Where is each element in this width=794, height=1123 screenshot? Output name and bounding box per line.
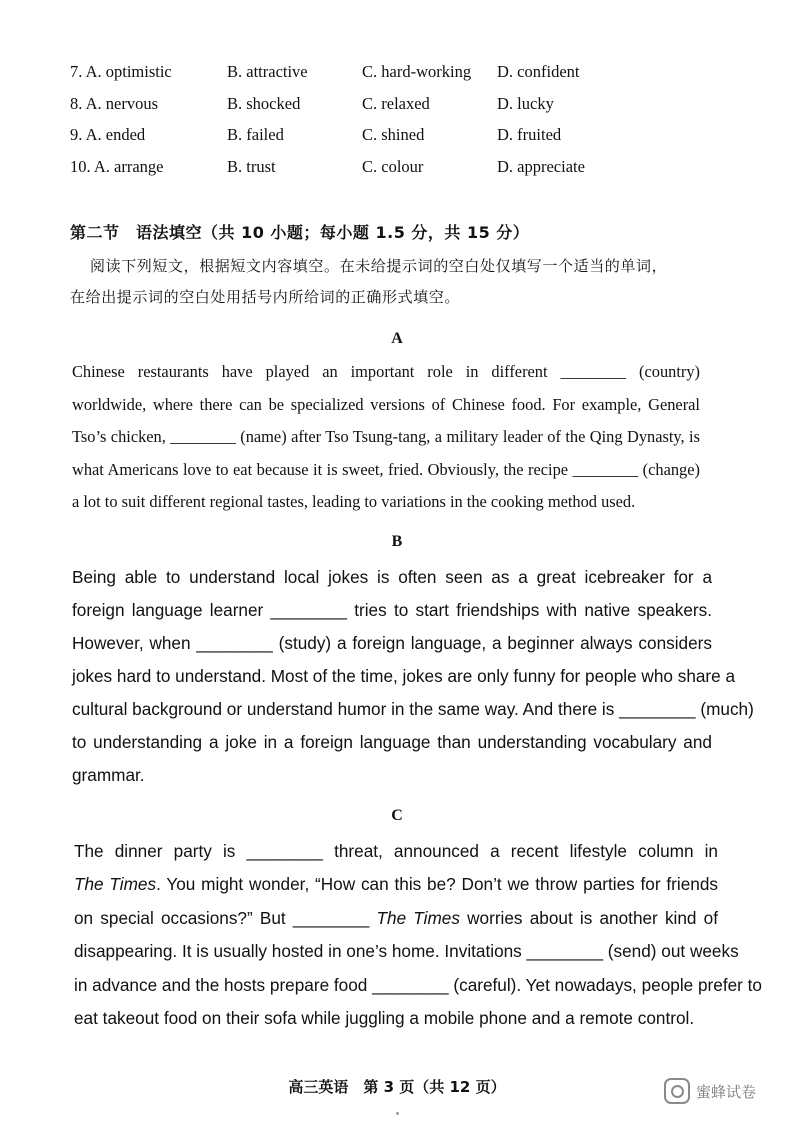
option-9a: 9. A. ended: [70, 125, 146, 144]
passage-c-line: in advance and the hosts prepare food ________ (careful). Yet nowadays, people prefer to: [74, 974, 762, 995]
passage-b-line: jokes hard to understand. Most of the time, jokes are only funny for people who share a: [72, 666, 736, 686]
passage-b: [72, 561, 754, 792]
passage-b-label: B: [391, 533, 403, 550]
search-logo-icon: [664, 1078, 690, 1104]
option-8c: C. relaxed: [362, 94, 430, 113]
passage-a-line: Chinese restaurants have played an important role in different ________ (country): [72, 362, 700, 381]
scan-dot: [396, 1112, 399, 1115]
section-title: 第二节 语法填空（共 10 小题；每小题 1.5 分，共 15 分）: [70, 223, 530, 242]
passage-b-line: However, when ________ (study) a foreign language, a beginner always considers: [72, 633, 712, 653]
option-7b: B. attractive: [227, 62, 308, 81]
watermark: [664, 1078, 756, 1104]
passage-a-line: worldwide, where there can be specialized versions of Chinese food. For example, General: [72, 394, 700, 414]
option-8b: B. shocked: [227, 94, 301, 113]
passage-c-line: on special occasions?” But ________ The Times worries about is another kind of: [74, 907, 719, 928]
newspaper-title: The Times: [376, 907, 460, 928]
option-8a: 8. A. nervous: [70, 94, 158, 113]
watermark-text: 蜜蜂试卷: [696, 1082, 757, 1101]
option-9c: C. shined: [362, 125, 425, 144]
option-10b: B. trust: [227, 157, 276, 176]
passage-b-line: foreign language learner ________ tries to start friendships with native speakers.: [72, 600, 712, 620]
passage-b-line: grammar.: [72, 765, 145, 785]
option-8d: D. lucky: [497, 94, 554, 113]
option-7c: C. hard-working: [362, 62, 472, 81]
passage-c-line: eat takeout food on their sofa while juggling a mobile phone and a remote control.: [74, 1008, 695, 1029]
passage-a-label: A: [391, 330, 403, 347]
passage-c: [74, 835, 762, 1035]
passage-a-line: Tso’s chicken, ________ (name) after Tso Tsung-tang, a military leader of the Qing Dynasty, is: [72, 427, 700, 446]
passage-b-line: cultural background or understand humor in the same way. And there is ________ (much): [72, 699, 754, 719]
passage-a-line: what Americans love to eat because it is sweet, fried. Obviously, the recipe ________ (change): [72, 459, 700, 479]
passage-c-line: The dinner party is ________ threat, announced a recent lifestyle column in: [74, 841, 718, 861]
passage-c-label: C: [391, 807, 403, 824]
option-10c: C. colour: [362, 157, 424, 176]
option-9d: D. fruited: [497, 125, 562, 144]
option-7d: D. confident: [497, 62, 580, 81]
option-7a: 7. A. optimistic: [70, 62, 172, 81]
passage-c-line: disappearing. It is usually hosted in one’s home. Invitations ________ (send) out weeks: [74, 941, 739, 962]
option-9b: B. failed: [227, 125, 284, 144]
newspaper-title: The Times: [74, 874, 157, 895]
instruction-line-2: 在给出提示词的空白处用括号内所给词的正确形式填空。: [70, 288, 461, 306]
passage-c-line: The Times. You might wonder, “How can this be? Don’t we throw parties for friends: [74, 874, 718, 895]
passage-b-line: to understanding a joke in a foreign language than understanding vocabulary and: [72, 732, 712, 752]
page-footer: 高三英语 第 3 页（共 12 页）: [288, 1078, 506, 1096]
option-10a: 10. A. arrange: [70, 157, 164, 176]
option-10d: D. appreciate: [497, 157, 585, 176]
passage-a-line: a lot to suit different regional tastes, leading to variations in the cooking method used.: [72, 492, 636, 511]
instruction-line-1: 阅读下列短文，根据短文内容填空。在未给提示词的空白处仅填写一个适当的单词，: [90, 257, 668, 275]
passage-b-line: Being able to understand local jokes is often seen as a great icebreaker for a: [72, 567, 712, 587]
passage-a: [72, 356, 700, 519]
